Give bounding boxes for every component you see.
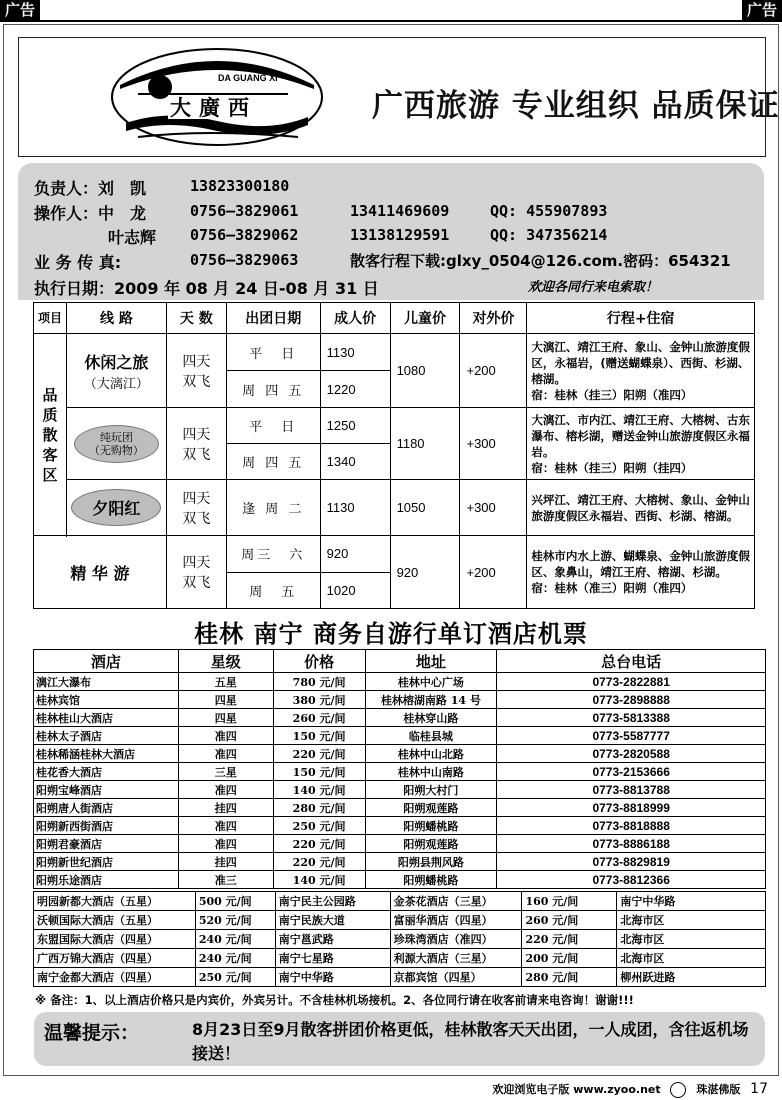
hotel-name: 京都宾馆（四星） (390, 968, 522, 987)
hotel-star: 准四 (178, 745, 273, 763)
route-sub: （无购物） (88, 443, 144, 457)
route-name-cell (66, 480, 166, 536)
days-cell: 四天双飞 (166, 334, 226, 408)
hotel-table (33, 649, 766, 889)
footnote: ※ 备注：1、以上酒店价格只是内宾价，外宾另计。不含桂林机场接机。2、各位同行请在收客前请来电咨询！谢谢!!! (35, 993, 634, 1007)
logo (108, 45, 326, 149)
table-row (34, 673, 766, 691)
hotel-name: 广西万锦大酒店（四星） (34, 949, 196, 968)
hotel-phone: 0773-8813788 (497, 781, 766, 799)
hotel-price: 220 元/间 (273, 835, 365, 853)
hotel-star: 准四 (178, 781, 273, 799)
hotel-price: 150 元/间 (273, 727, 365, 745)
hotel-name: 桂花香大酒店 (34, 763, 179, 781)
hotel-address: 南宁民主公园路 (275, 892, 390, 911)
hotel-address: 南宁七星路 (275, 949, 390, 968)
stay-text: 宿：桂林（挂三）阳朔（准四） (531, 387, 693, 402)
days-cell: 四天双飞 (166, 408, 226, 480)
tip-box (34, 1012, 765, 1066)
hotel-name: 桂林太子酒店 (34, 727, 179, 745)
ad-tag-right: 广告 (742, 0, 782, 20)
hotel-star: 准三 (178, 871, 273, 889)
tour-table (33, 302, 755, 609)
table-row (34, 911, 766, 930)
manager-label: 负责人：刘 凯 (34, 179, 147, 198)
itinerary-cell: 兴坪江、靖江王府、大榕树、象山、金钟山旅游度假区永福岩、西街、杉湖、榕湖。 (527, 480, 755, 536)
tour-header-row (34, 303, 755, 334)
adult-price: 1220 (320, 371, 390, 408)
footer-logo-icon (670, 1082, 686, 1098)
hotel-name: 利源大酒店（三星） (390, 949, 522, 968)
adult-price: 1340 (320, 444, 390, 480)
route-name-cell (66, 334, 166, 408)
route-name: 纯玩团 (99, 430, 133, 444)
itinerary-cell (527, 408, 755, 480)
hotel-phone: 0773-5587777 (497, 727, 766, 745)
hotel-address: 南宁邕武路 (275, 930, 390, 949)
hotel-price: 500 元/间 (195, 892, 275, 911)
hotel-price: 240 元/间 (195, 930, 275, 949)
hotel-name: 阳朔君豪酒店 (34, 835, 179, 853)
hotel-price: 140 元/间 (273, 781, 365, 799)
adult-price: 920 (320, 536, 390, 573)
hotel-address: 北海市区 (617, 930, 766, 949)
hotel-phone: 0773-2820588 (497, 745, 766, 763)
th-price: 价格 (273, 650, 365, 673)
hotel-address: 桂林中山北路 (365, 745, 497, 763)
itinerary-cell (527, 334, 755, 408)
hotel-price: 220 元/间 (273, 853, 365, 871)
hotel-star: 挂四 (178, 799, 273, 817)
route-name-cell (66, 408, 166, 480)
hotel-price: 380 元/间 (273, 691, 365, 709)
hotel-phone: 0773-5813388 (497, 709, 766, 727)
footer (492, 1081, 768, 1098)
adult-price: 1130 (320, 334, 390, 371)
hotel-phone: 0773-8818888 (497, 817, 766, 835)
hotel-name: 富丽华酒店（四星） (390, 911, 522, 930)
stay-text: 宿：桂林（准三）阳朔（准四） (531, 581, 693, 595)
operator2-mobile: 13138129591 (350, 226, 450, 244)
operator-label: 操作人：中 龙 (34, 204, 147, 223)
ext-price: +300 (460, 480, 527, 536)
hotel-table-2 (33, 891, 766, 987)
hotel-address: 阳朔蟠桃路 (365, 817, 497, 835)
logo-latin: DA GUANG XI (218, 73, 278, 83)
hotel-phone: 0773-8818999 (497, 799, 766, 817)
ext-price: +200 (460, 334, 527, 408)
hotel-name: 桂林宾馆 (34, 691, 179, 709)
th-adult: 成人价 (320, 303, 390, 334)
itinerary-text: 大漓江、市内江、靖江王府、大榕树、古东瀑布、榕杉湖，赠送金钟山旅游度假区永福岩。 (531, 412, 750, 459)
logo-chinese: 大廣西 (170, 95, 257, 120)
route-oval-badge (74, 425, 159, 463)
table-row (34, 408, 755, 444)
table-row (34, 781, 766, 799)
hotel-name: 阳朔宝峰酒店 (34, 781, 179, 799)
hotel-name: 明园新都大酒店（五星） (34, 892, 196, 911)
table-row (34, 930, 766, 949)
adult-price: 1250 (320, 408, 390, 444)
hotel-name: 漓江大瀑布 (34, 673, 179, 691)
table-row (34, 727, 766, 745)
operator2-name: 叶志辉 (108, 228, 157, 247)
th-ext: 对外价 (460, 303, 527, 334)
page-number: 17 (750, 1081, 768, 1097)
date-cell: 周 四 五 (226, 371, 320, 408)
hotel-address: 阳朔观莲路 (365, 835, 497, 853)
th-days: 天 数 (166, 303, 226, 334)
hotel-name: 金茶花酒店（三星） (390, 892, 522, 911)
date-cell: 平 日 (226, 408, 320, 444)
hotel-price: 280 元/间 (522, 968, 617, 987)
operator2-tel: 0756—3829062 (190, 226, 299, 244)
table-row (34, 536, 755, 573)
operator2-qq: QQ: 347356214 (490, 226, 608, 244)
exec-dates: 执行日期：2009 年 08 月 24 日-08 月 31 日 (34, 279, 379, 298)
days-cell: 四天双飞 (166, 480, 226, 536)
hotel-price: 280 元/间 (273, 799, 365, 817)
table-row (34, 892, 766, 911)
itinerary-text: 大漓江、靖江王府、象山、金钟山旅游度假区，永福岩，(赠送蝴蝶泉）、西街、杉湖、榕湖。 (531, 339, 750, 386)
table-row (34, 691, 766, 709)
category-cell: 品质散客区 (34, 334, 67, 536)
hotel-address: 桂林中心广场 (365, 673, 497, 691)
table-row (34, 949, 766, 968)
tip-label: 温馨提示： (44, 1022, 140, 1044)
table-row (34, 817, 766, 835)
hotel-name: 东盟国际大酒店（四星） (34, 930, 196, 949)
hotel-name: 阳朔乐途酒店 (34, 871, 179, 889)
footer-text: 欢迎浏览电子版 www.zyoo.net (492, 1083, 661, 1096)
th-phone: 总台电话 (497, 650, 766, 673)
hotel-address: 南宁民族大道 (275, 911, 390, 930)
tip-text: 8月23日至9月散客拼团价格更低，桂林散客天天出团，一人成团，含往返机场接送！ (192, 1020, 749, 1063)
hotel-name: 阳朔新西街酒店 (34, 817, 179, 835)
table-row (34, 799, 766, 817)
th-star: 星级 (178, 650, 273, 673)
hotel-address: 桂林穿山路 (365, 709, 497, 727)
table-row (34, 480, 755, 536)
operator1-tel: 0756—3829061 (190, 202, 299, 220)
adult-price: 1130 (320, 480, 390, 536)
hotel-star: 准四 (178, 727, 273, 745)
date-cell: 周 四 五 (226, 444, 320, 480)
ext-price: +300 (460, 408, 527, 480)
hotel-price: 150 元/间 (273, 763, 365, 781)
hotel-header-row (34, 650, 766, 673)
fax-label: 业 务 传 真: (34, 253, 122, 272)
hotel-address: 柳州跃进路 (617, 968, 766, 987)
hotel-price: 250 元/间 (195, 968, 275, 987)
th-route: 线 路 (66, 303, 166, 334)
hotel-phone: 0773-8829819 (497, 853, 766, 871)
operator1-mobile: 13411469609 (350, 202, 450, 220)
hotel-star: 五星 (178, 673, 273, 691)
footer-edition: 珠湛佛版 (696, 1083, 741, 1096)
hotel-star: 准四 (178, 835, 273, 853)
top-rule (0, 20, 782, 22)
table-row (34, 709, 766, 727)
hotel-price: 780 元/间 (273, 673, 365, 691)
date-cell: 周 五 (226, 572, 320, 609)
date-cell: 周三 六 (226, 536, 320, 573)
hotel-address: 南宁中华路 (617, 892, 766, 911)
hotel-address: 北海市区 (617, 911, 766, 930)
th-address: 地址 (365, 650, 497, 673)
fax-number: 0756—3829063 (190, 251, 299, 269)
manager-phone: 13823300180 (190, 177, 290, 195)
hotel-price: 160 元/间 (522, 892, 617, 911)
download-info: 散客行程下载:glxy_0504@126.com.密码：654321 (350, 252, 731, 270)
th-item: 项目 (34, 303, 67, 334)
hotel-address: 南宁中华路 (275, 968, 390, 987)
th-child: 儿童价 (390, 303, 460, 334)
hotel-address: 阳朔大村门 (365, 781, 497, 799)
days-cell: 四天双飞 (166, 536, 226, 609)
ext-price: +200 (460, 536, 527, 609)
hotel-name: 阳朔唐人街酒店 (34, 799, 179, 817)
th-itinerary: 行程+住宿 (527, 303, 755, 334)
itinerary-text: 桂林市内水上游、蝴蝶泉、金钟山旅游度假区、象鼻山，靖江王府、榕湖、杉湖。 (531, 549, 750, 579)
hotel-price: 220 元/间 (522, 930, 617, 949)
child-price: 1080 (390, 334, 460, 408)
hotel-star: 挂四 (178, 853, 273, 871)
hotel-address: 桂林中山南路 (365, 763, 497, 781)
hotel-star: 三星 (178, 763, 273, 781)
child-price: 1180 (390, 408, 460, 480)
table-row (34, 871, 766, 889)
hotel-name: 南宁金都大酒店（四星） (34, 968, 196, 987)
table-row (34, 968, 766, 987)
table-row (34, 853, 766, 871)
hotel-phone: 0773-2898888 (497, 691, 766, 709)
adult-price: 1020 (320, 572, 390, 609)
hotel-address: 北海市区 (617, 949, 766, 968)
route-name: 休闲之旅 (84, 352, 149, 372)
hotel-name: 珍珠湾酒店（准四） (390, 930, 522, 949)
table-row (34, 835, 766, 853)
date-cell: 平 日 (226, 334, 320, 371)
route-sub: （大漓江） (83, 376, 149, 392)
route-name-cell: 精 华 游 (34, 536, 167, 609)
table-row (34, 745, 766, 763)
hotel-price: 250 元/间 (273, 817, 365, 835)
child-price: 1050 (390, 480, 460, 536)
hotel-phone: 0773-2822881 (497, 673, 766, 691)
table-row (34, 763, 766, 781)
hotel-name: 阳朔新世纪酒店 (34, 853, 179, 871)
hotel-phone: 0773-8812366 (497, 871, 766, 889)
hotel-star: 四星 (178, 691, 273, 709)
hotel-price: 220 元/间 (273, 745, 365, 763)
date-cell: 逢 周 二 (226, 480, 320, 536)
hotel-phone: 0773-8886188 (497, 835, 766, 853)
th-date: 出团日期 (226, 303, 320, 334)
hotel-address: 阳朔县荆风路 (365, 853, 497, 871)
hotel-address: 临桂县城 (365, 727, 497, 745)
hotel-name: 桂林稀涵桂林大酒店 (34, 745, 179, 763)
hotel-price: 200 元/间 (522, 949, 617, 968)
hotel-name: 桂林桂山大酒店 (34, 709, 179, 727)
hotel-price: 260 元/间 (273, 709, 365, 727)
hotel-star: 准四 (178, 817, 273, 835)
th-hotel: 酒店 (34, 650, 179, 673)
child-price: 920 (390, 536, 460, 609)
hotel-price: 140 元/间 (273, 871, 365, 889)
welcome-text: 欢迎各同行来电索取！ (528, 280, 659, 295)
hotel-price: 520 元/间 (195, 911, 275, 930)
hotel-star: 四星 (178, 709, 273, 727)
hotel-address: 桂林榕湖南路 14 号 (365, 691, 497, 709)
operator1-qq: QQ: 455907893 (490, 202, 608, 220)
hotel-address: 阳朔蟠桃路 (365, 871, 497, 889)
hotel-name: 沃顿国际大酒店（五星） (34, 911, 196, 930)
hotel-address: 阳朔观莲路 (365, 799, 497, 817)
table-row (34, 334, 755, 371)
hotel-price: 260 元/间 (522, 911, 617, 930)
hotel-price: 240 元/间 (195, 949, 275, 968)
stay-text: 宿：桂林（挂三）阳朔（挂四） (531, 460, 693, 475)
hotel-section-title: 桂林 南宁 商务自游行单订酒店机票 (194, 619, 588, 648)
slogan: 广西旅游 专业组织 品质保证 (372, 88, 780, 124)
ad-tag-left: 广告 (0, 0, 40, 20)
route-oval-badge: 夕阳红 (71, 489, 161, 526)
itinerary-cell (527, 536, 755, 609)
hotel-phone: 0773-2153666 (497, 763, 766, 781)
